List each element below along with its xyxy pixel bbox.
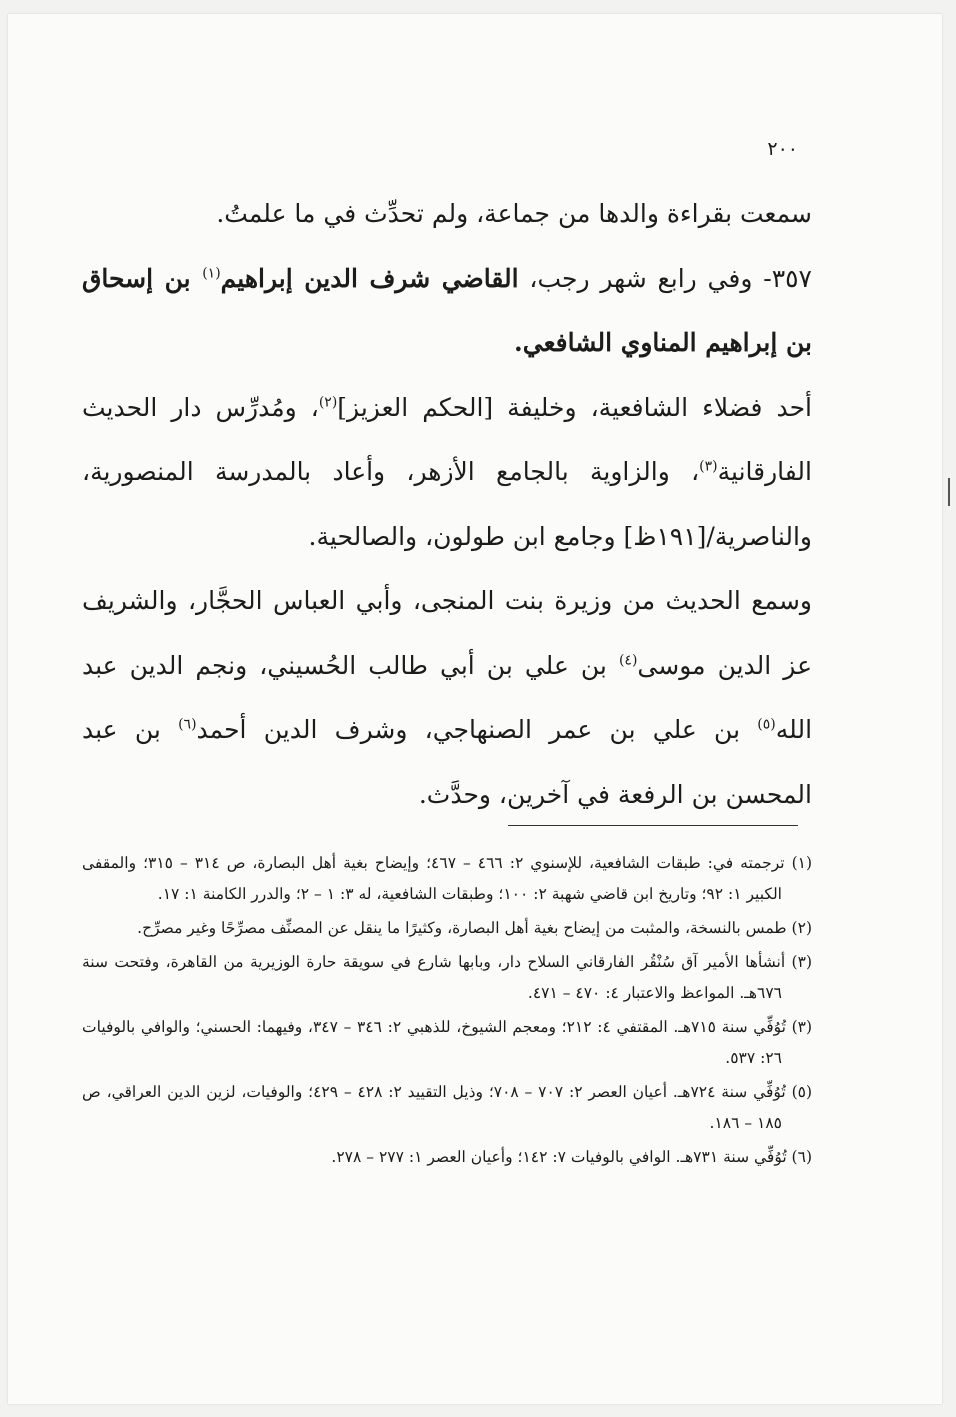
page-edge-mark [948,478,950,506]
paragraph-4-part-d: بن عبد المحسن بن الرفعة في آخرين، وحدَّث. [82,715,812,809]
footnote-ref-3: (٣) [699,458,718,475]
footnote-5: (٥) تُوُفِّي سنة ٧٢٤هـ. أعيان العصر ٢: ٧٠٧ – ٧٠٨؛ وذيل التقييد ٢: ٤٢٨ – ٤٢٩؛ والوفيات، لزين الدين العراقي، ص ١٨٥ – ١٨٦. [82,1083,813,1132]
footnote-4: (٣) تُوُفِّي سنة ٧١٥هـ. المقتفي ٤: ٢١٢؛ ومعجم الشيوخ، للذهبي ٢: ٣٤٦ – ٣٤٧، وفيهما: الحسني؛ والوافي بالوفيات ٢٦: ٥٣٧. [82,1018,813,1067]
footnote-ref-2: (٢) [318,394,338,411]
paragraph-3 [82,376,812,570]
footnote-1: (١) ترجمته في: طبقات الشافعية، للإسنوي ٢: ٤٦٦ – ٤٦٧؛ وإيضاح بغية أهل البصارة، ص ٣١٤ – ٣١٥؛ والمقفى الكبير ١: ٩٢؛ وتاريخ ابن قاضي شهبة ٢: ١٠٠؛ وطبقات الشافعية، له ٣: ١ – ٢؛ والدرر الكامنة ١: ١٧. [82,854,813,903]
page-number: ٢٠٠ [767,138,798,160]
paragraph-4-part-b: بن علي بن أبي طالب الحُسيني، ونجم الدين عبد الله [82,650,813,744]
footnote-6: (٦) تُوُفِّي سنة ٧٣١هـ. الوافي بالوفيات ٧: ١٤٢؛ وأعيان العصر ١: ٢٧٧ – ٢٧٨. [331,1148,812,1166]
entry-heading [82,247,812,376]
main-text [82,182,812,827]
entry-intro: وفي رابع شهر رجب، [518,263,753,293]
footnote-2: (٢) طمس بالنسخة، والمثبت من إيضاح بغية أهل البصارة، وكثيرًا ما ينقل عن المصنِّف مصرِّحًا وغير مصرِّح. [137,919,812,937]
footnote-ref-5: (٥) [757,716,776,733]
paragraph-4 [82,569,812,827]
entry-name: القاضي شرف الدين إبراهيم [220,263,519,293]
footnote-ref-6: (٦) [178,716,197,733]
paragraph-4-part-a: وسمع الحديث من وزيرة بنت المنجى، وأبي العباس الحجَّار، والشريف عز الدين موسى [82,586,812,680]
footnote-ref-4: (٤) [618,652,638,669]
footnote-ref-1: (١) [202,265,221,282]
paragraph-4-part-c: بن علي بن عمر الصنهاجي، وشرف الدين أحمد [196,715,758,744]
footnote-separator [508,825,798,826]
entry-name-rest: بن إسحاق بن إبراهيم المناوي الشافعي. [82,263,812,357]
paragraph-3-part-c: ، والزاوية بالجامع الأزهر، وأعاد بالمدرسة المنصورية، والناصرية/[١٩١ظ] وجامع ابن طولون، والصالحية. [82,457,812,551]
paragraph-3-part-b: ، ومُدرِّس دار الحديث الفارقانية [82,392,812,486]
entry-number: ٣٥٧- [752,263,812,293]
paragraph-3-part-a: أحد فضلاء الشافعية، وخليفة [الحكم العزيز] [337,392,812,422]
footnotes [82,848,812,1176]
footnote-3: (٣) أنشأها الأمير آق سُنْقُر الفارقاني السلاح دار، وبابها شارع في سويقة حارة الوزيرية من القاهرة، وفتحت سنة ٦٧٦هـ. المواعظ والاعتبار ٤: ٤٧٠ – ٤٧١. [82,953,812,1002]
paragraph-1: سمعت بقراءة والدها من جماعة، ولم تحدِّث في ما علمتُ. [216,199,812,228]
